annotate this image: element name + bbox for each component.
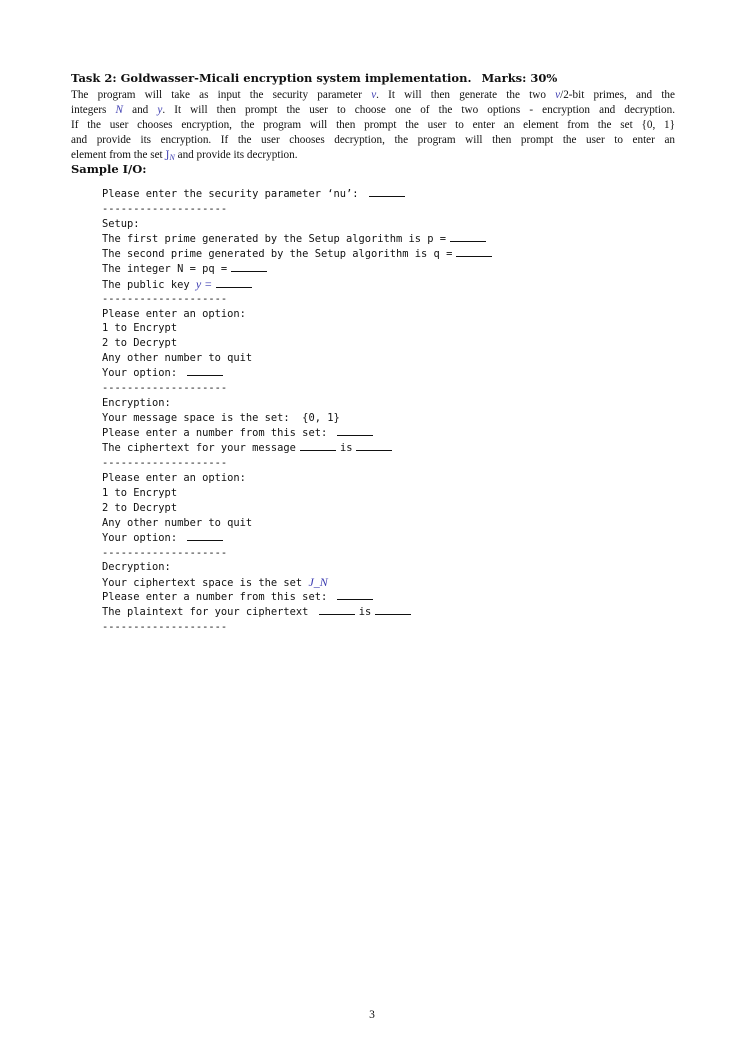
code-line: Your message space is the set: {0, 1}	[102, 412, 340, 425]
answer-blank	[456, 247, 492, 257]
separator: --------------------	[102, 202, 228, 215]
code-line: Setup:	[102, 217, 140, 230]
answer-blank	[231, 262, 267, 272]
answer-blank	[187, 366, 223, 376]
code-line: The first prime generated by the Setup algorithm is p =	[102, 232, 662, 247]
task-marks: Marks: 30%	[481, 71, 558, 85]
code-line: Please enter a number from this set:	[102, 590, 662, 605]
code-line: The plaintext for your ciphertext is	[102, 605, 662, 620]
answer-blank	[337, 426, 373, 436]
separator: --------------------	[102, 456, 228, 469]
answer-blank	[450, 232, 486, 242]
task-title: Task 2: Goldwasser-Micali encryption system implementation.	[71, 71, 472, 85]
code-line: 1 to Encrypt	[102, 486, 178, 499]
description-line-4: and provide its encryption. If the user chooses decryption, the program will then prompt the user to enter an	[71, 134, 675, 146]
separator: --------------------	[102, 546, 228, 559]
code-line: Your ciphertext space is the set J_N	[102, 575, 328, 590]
code-line: Please enter an option:	[102, 307, 246, 320]
separator: --------------------	[102, 292, 228, 305]
answer-blank	[319, 605, 355, 615]
code-line: Decryption:	[102, 561, 171, 574]
answer-blank	[337, 590, 373, 600]
code-line: Any other number to quit	[102, 516, 253, 529]
description-line-2: integers N and y. It will then prompt the user to choose one of the two options - encryption and decryption.	[71, 104, 675, 116]
code-line: The integer N = pq =	[102, 262, 662, 277]
code-line: The public key y =	[102, 277, 662, 292]
answer-blank	[375, 605, 411, 615]
sample-io-block	[102, 187, 662, 635]
task-description	[71, 88, 675, 165]
sample-io-label: Sample I/O:	[71, 162, 147, 176]
page-number: 3	[369, 1009, 375, 1021]
code-line: Any other number to quit	[102, 352, 253, 365]
code-line: 2 to Decrypt	[102, 337, 178, 350]
code-line: Please enter a number from this set:	[102, 426, 662, 441]
answer-blank	[369, 187, 405, 197]
description-line-5: element from the set $J_N$ and provide its decryption.	[71, 149, 298, 162]
answer-blank	[187, 531, 223, 541]
code-line: The second prime generated by the Setup algorithm is q =	[102, 247, 662, 262]
code-line: Encryption:	[102, 397, 171, 410]
description-line-1: The program will take as input the security parameter ν. It will then generate the two ν/2-bit primes, and the	[71, 89, 675, 101]
code-line: 1 to Encrypt	[102, 322, 178, 335]
code-line: Your option:	[102, 366, 662, 381]
task-heading	[71, 71, 681, 86]
code-line: Your option:	[102, 531, 662, 546]
answer-blank	[216, 278, 252, 288]
code-line: Please enter an option:	[102, 471, 246, 484]
separator: --------------------	[102, 621, 228, 634]
code-line: Please enter the security parameter ‘nu’:	[102, 187, 662, 202]
separator: --------------------	[102, 382, 228, 395]
code-line: 2 to Decrypt	[102, 501, 178, 514]
answer-blank	[300, 441, 336, 451]
code-line: The ciphertext for your message is	[102, 441, 662, 456]
answer-blank	[356, 441, 392, 451]
description-line-3: If the user chooses encryption, the program will then prompt the user to enter an element from the set {0, 1}	[71, 119, 675, 131]
